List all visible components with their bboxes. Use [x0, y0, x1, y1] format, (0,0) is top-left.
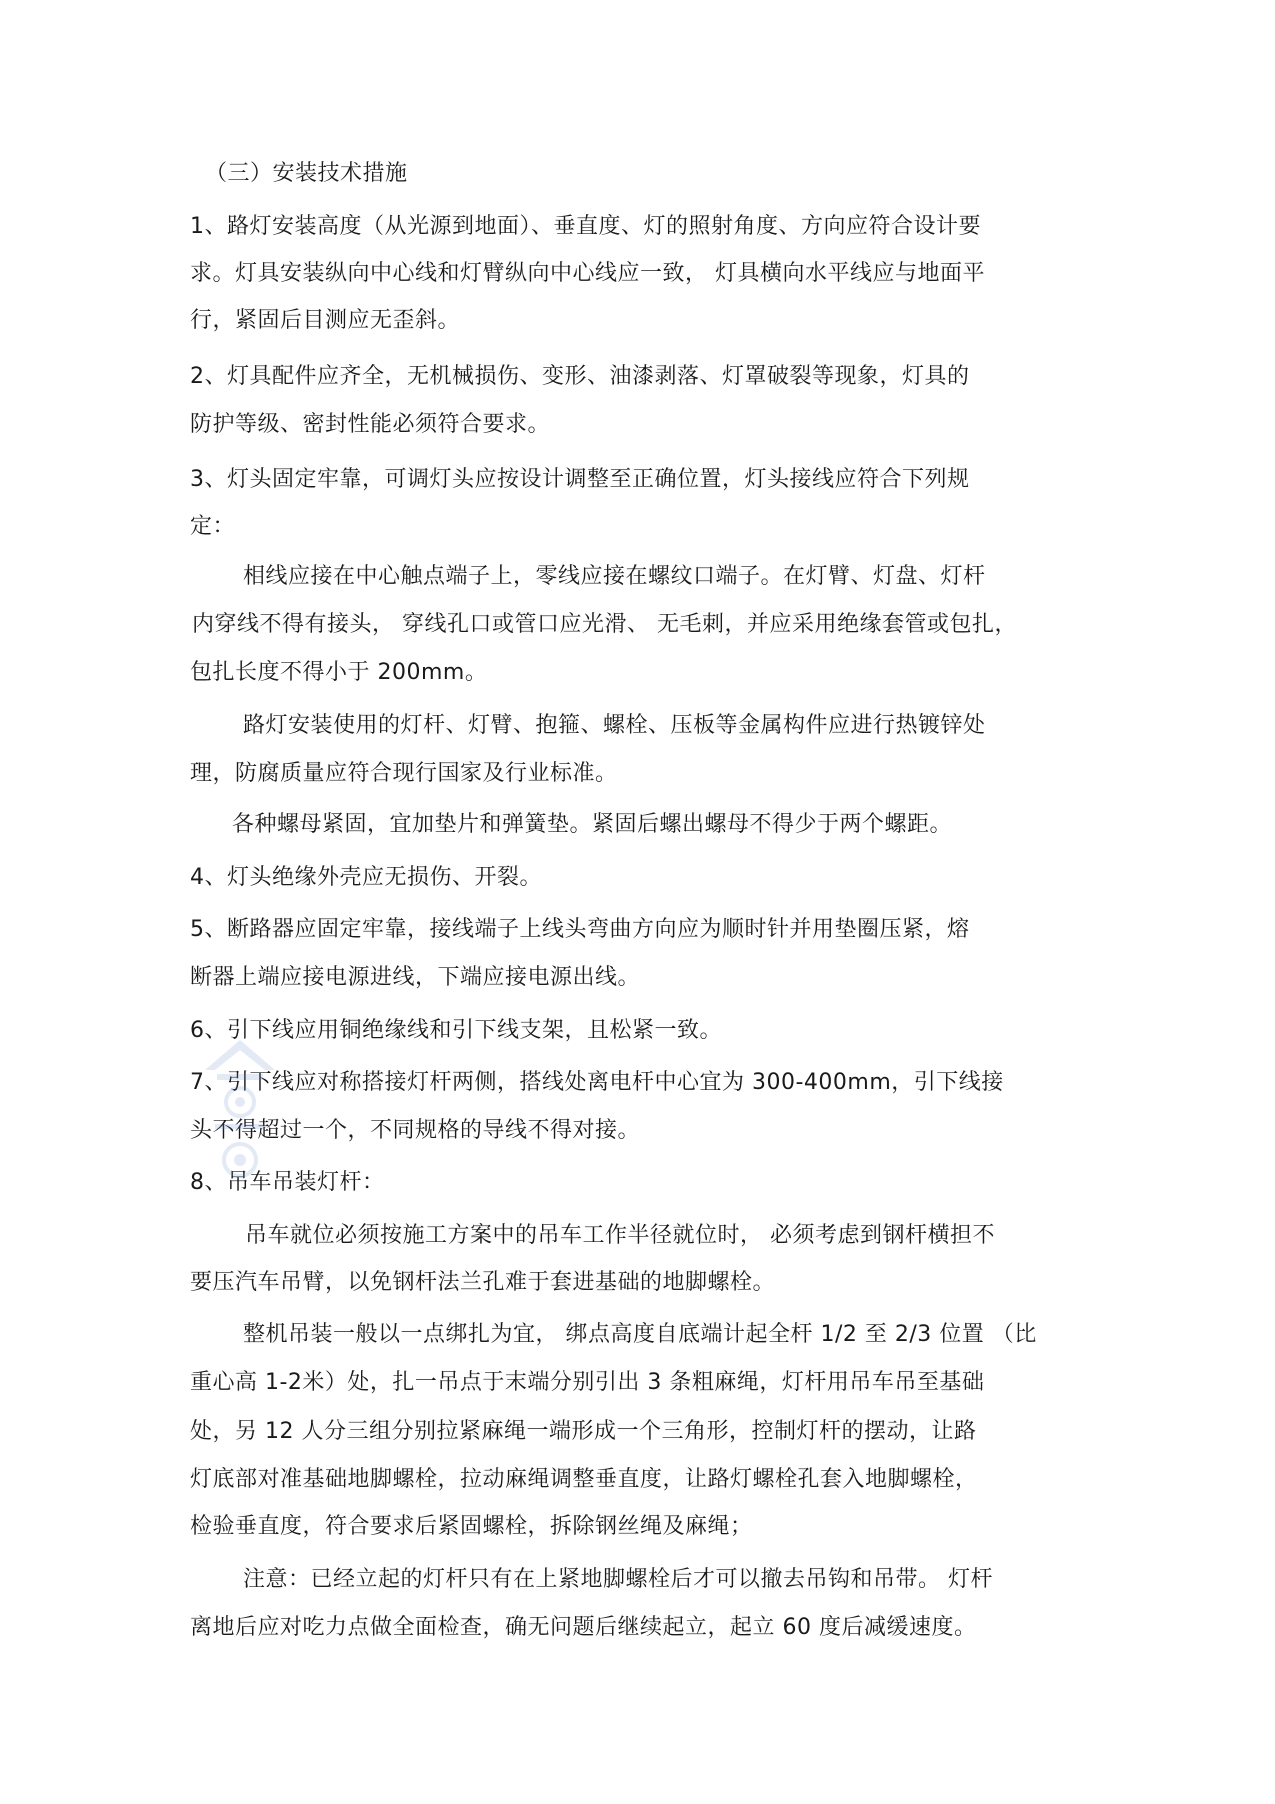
paragraph-7-line-1: 7、引下线应对称搭接灯杆两侧，搭线处离电杆中心宜为 300-400mm，引下线接 — [190, 1070, 1004, 1095]
paragraph-8-line-1: 8、吊车吊装灯杆： — [190, 1170, 385, 1195]
paragraph-5-line-1: 5、断路器应固定牢靠，接线端子上线头弯曲方向应为顺时针并用垫圈压紧，熔 — [190, 917, 970, 942]
paragraph-8b-line-2: 重心高 1-2米）处，扎一吊点于末端分别引出 3 条粗麻绳，灯杆用吊车吊至基础 — [190, 1370, 985, 1395]
paragraph-6-line-1: 6、引下线应用铜绝缘线和引下线支架，且松紧一致。 — [190, 1018, 722, 1043]
paragraph-3b-line-2: 理，防腐质量应符合现行国家及行业标准。 — [190, 761, 618, 786]
paragraph-8a-line-2: 要压汽车吊臂，以免钢杆法兰孔难于套进基础的地脚螺栓。 — [190, 1270, 776, 1295]
paragraph-7-line-2: 头不得超过一个，不同规格的导线不得对接。 — [190, 1118, 641, 1143]
watermark-emblem-icon — [205, 1040, 275, 1190]
paragraph-3-line-2: 定： — [190, 514, 236, 539]
paragraph-8b-line-4: 灯底部对准基础地脚螺栓，拉动麻绳调整垂直度，让路灯螺栓孔套入地脚螺栓， — [190, 1467, 978, 1492]
paragraph-8b-line-3: 处，另 12 人分三组分别拉紧麻绳一端形成一个三角形，控制灯杆的摆动，让路 — [190, 1419, 977, 1444]
paragraph-3-line-1: 3、灯头固定牢靠，可调灯头应按设计调整至正确位置，灯头接线应符合下列规 — [190, 467, 970, 492]
paragraph-note-line-2: 离地后应对吃力点做全面检查，确无问题后继续起立，起立 60 度后减缓速度。 — [190, 1615, 977, 1640]
paragraph-1-line-2: 求。灯具安装纵向中心线和灯臂纵向中心线应一致， 灯具横向水平线应与地面平 — [190, 261, 985, 286]
paragraph-4-line-1: 4、灯头绝缘外壳应无损伤、开裂。 — [190, 865, 542, 890]
paragraph-1-line-3: 行，紧固后目测应无歪斜。 — [190, 308, 461, 333]
paragraph-8b-line-1: 整机吊装一般以一点绑扎为宜， 绑点高度自底端计起全杆 1/2 至 2/3 位置 （比 — [243, 1322, 1037, 1347]
paragraph-3a-line-2: 内穿线不得有接头， 穿线孔口或管口应光滑、 无毛刺，并应采用绝缘套管或包扎， — [192, 612, 1017, 637]
paragraph-2-line-2: 防护等级、密封性能必须符合要求。 — [190, 412, 551, 437]
paragraph-2-line-1: 2、灯具配件应齐全，无机械损伤、变形、油漆剥落、灯罩破裂等现象，灯具的 — [190, 364, 970, 389]
paragraph-8b-line-5: 检验垂直度，符合要求后紧固螺栓，拆除钢丝绳及麻绳； — [190, 1514, 753, 1539]
paragraph-3b-line-1: 路灯安装使用的灯杆、灯臂、抱箍、螺栓、压板等金属构件应进行热镀锌处 — [243, 713, 986, 738]
paragraph-3a-line-1: 相线应接在中心触点端子上，零线应接在螺纹口端子。在灯臂、灯盘、灯杆 — [243, 564, 986, 589]
paragraph-3c-line-1: 各种螺母紧固，宜加垫片和弹簧垫。紧固后螺出螺母不得少于两个螺距。 — [232, 812, 953, 837]
paragraph-3a-line-3: 包扎长度不得小于 200mm。 — [190, 660, 488, 685]
paragraph-5-line-2: 断器上端应接电源进线，下端应接电源出线。 — [190, 965, 641, 990]
paragraph-note-line-1: 注意：已经立起的灯杆只有在上紧地脚螺栓后才可以撤去吊钩和吊带。 灯杆 — [243, 1567, 993, 1592]
paragraph-1-line-1: 1、路灯安装高度（从光源到地面）、垂直度、灯的照射角度、方向应符合设计要 — [190, 214, 981, 239]
paragraph-8a-line-1: 吊车就位必须按施工方案中的吊车工作半径就位时， 必须考虑到钢杆横担不 — [245, 1223, 995, 1248]
section-heading: （三）安装技术措施 — [205, 161, 408, 186]
